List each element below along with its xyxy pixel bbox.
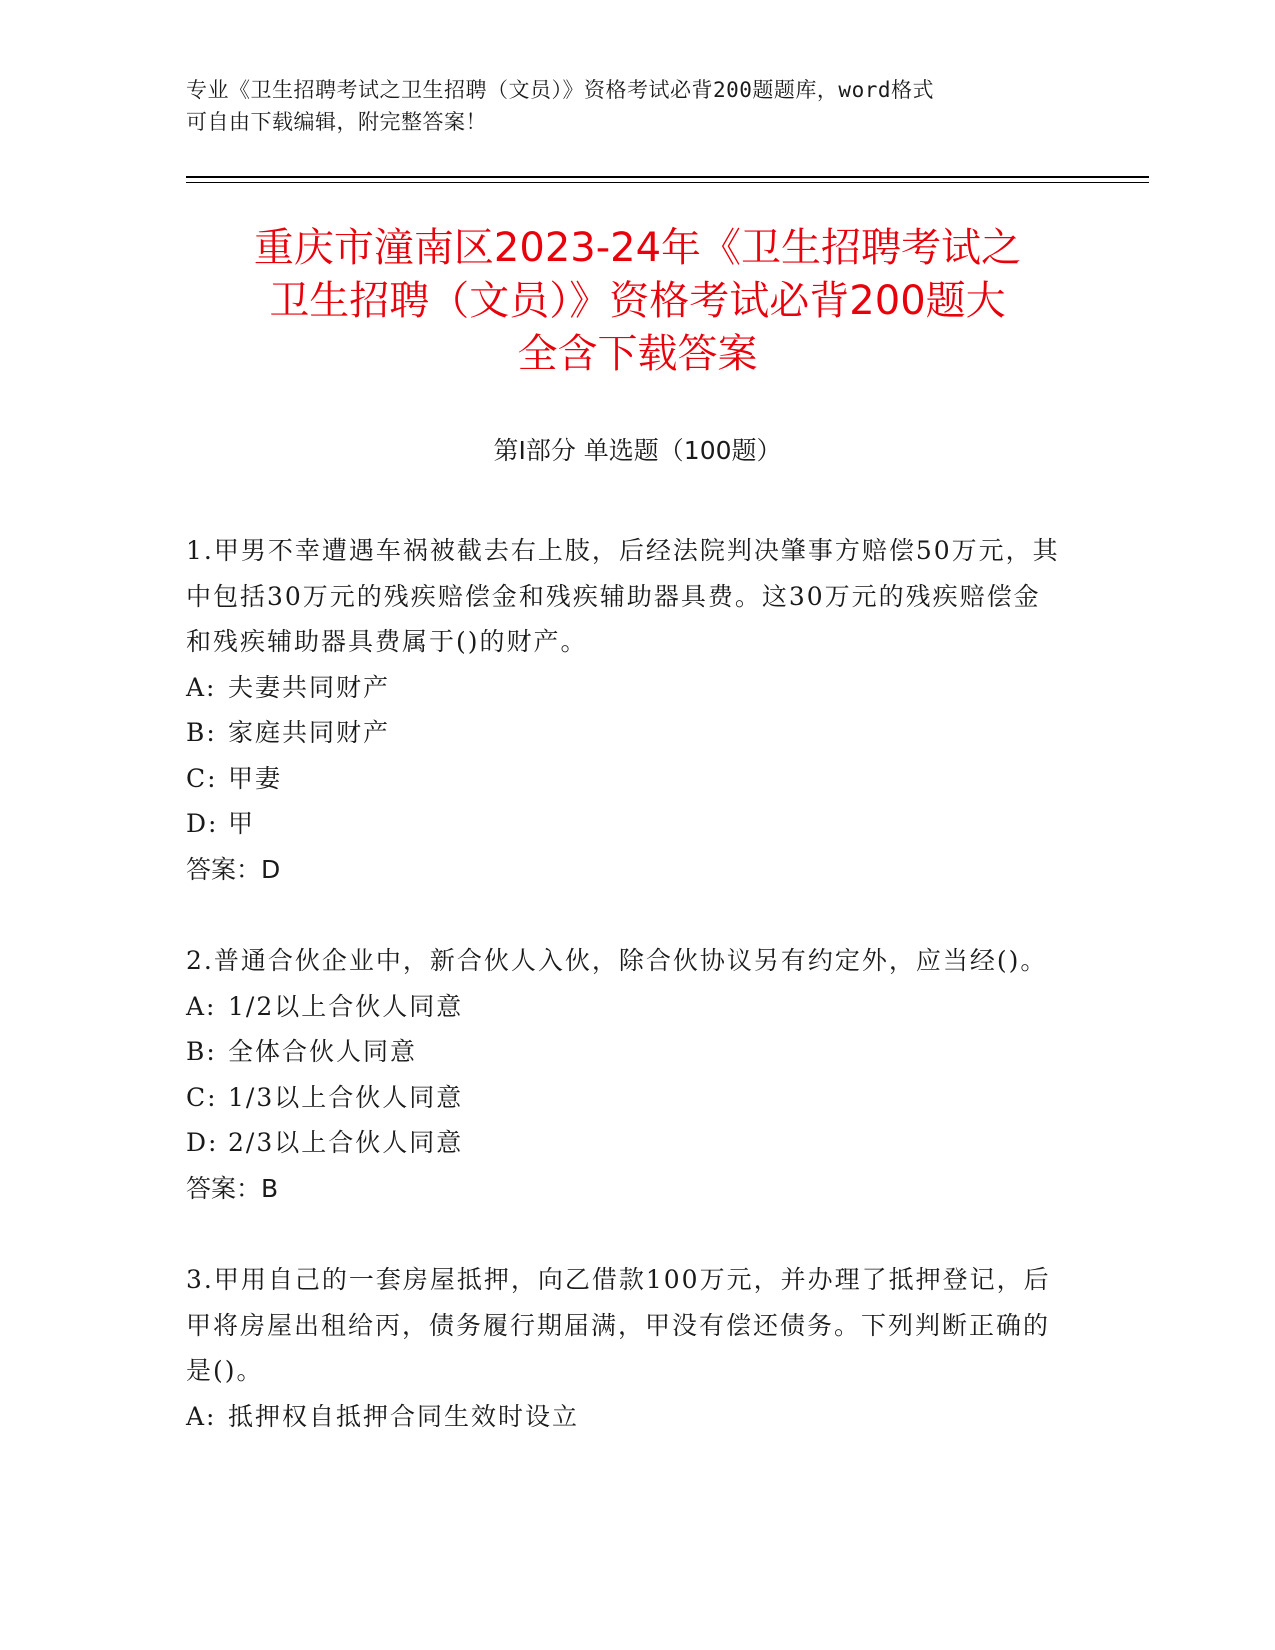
option-text: 1/3以上合伙人同意 (228, 1082, 464, 1112)
header-rule-thick (186, 176, 1149, 178)
option-d (186, 1120, 1066, 1166)
option-a (186, 665, 1066, 711)
header-rule-thin (186, 182, 1149, 183)
option-text: 夫妻共同财产 (228, 672, 391, 702)
option-text: 2/3以上合伙人同意 (228, 1128, 464, 1157)
header-note-line-1: 专业《卫生招聘考试之卫生招聘（文员）》资格考试必背200题题库，word格式 (186, 78, 934, 102)
question-stem: 3.甲用自己的一套房屋抵押，向乙借款100万元，并办理了抵押登记，后甲将房屋出租给丙，债务履行期届满，甲没有偿还债务。下列判断正确的是()。 (186, 1265, 1051, 1385)
title-line-1: 重庆市潼南区2023-24年《卫生招聘考试之 (253, 225, 1022, 271)
option-b (186, 710, 1066, 756)
option-letter: A: (186, 991, 217, 1021)
header-note (186, 74, 1066, 138)
option-c (186, 1075, 1066, 1121)
document-title (186, 222, 1089, 381)
option-text: 1/2以上合伙人同意 (228, 991, 464, 1021)
title-line-3: 全含下载答案 (517, 331, 758, 377)
title-line-2: 卫生招聘（文员）》资格考试必背200题大 (269, 278, 1006, 324)
option-letter: D: (186, 809, 219, 838)
option-text: 甲妻 (228, 763, 283, 793)
option-text: 甲 (228, 809, 256, 838)
option-text: 抵押权自抵押合同生效时设立 (228, 1401, 580, 1431)
option-letter: C: (186, 1082, 218, 1112)
question-stem: 2.普通合伙企业中，新合伙人入伙，除合伙协议另有约定外，应当经()。 (186, 946, 1048, 975)
option-letter: A: (186, 1401, 217, 1431)
option-text: 全体合伙人同意 (228, 1037, 418, 1066)
option-letter: A: (186, 672, 217, 702)
option-b (186, 1029, 1066, 1075)
section-heading: 第Ⅰ部分 单选题（100题） (493, 436, 782, 465)
option-text: 家庭共同财产 (228, 718, 391, 747)
option-letter: B: (186, 718, 217, 747)
option-a (186, 984, 1066, 1030)
answer-line: 答案：B (186, 1173, 279, 1203)
option-letter: C: (186, 763, 218, 793)
option-letter: D: (186, 1128, 219, 1157)
option-a (186, 1394, 1066, 1440)
answer-line: 答案：D (186, 854, 281, 884)
question-stem: 1.甲男不幸遭遇车祸被截去右上肢，后经法院判决肇事方赔偿50万元，其中包括30万元的残疾赔偿金和残疾辅助器具费。这30万元的残疾赔偿金和残疾辅助器具费属于()的财产。 (186, 536, 1060, 656)
option-d (186, 801, 1066, 847)
header-note-line-2: 可自由下载编辑，附完整答案！ (186, 110, 487, 134)
question-list (186, 528, 1066, 1485)
question-2 (186, 938, 1066, 1211)
option-c (186, 756, 1066, 802)
option-letter: B: (186, 1037, 217, 1066)
question-3 (186, 1257, 1066, 1439)
question-1 (186, 528, 1066, 892)
